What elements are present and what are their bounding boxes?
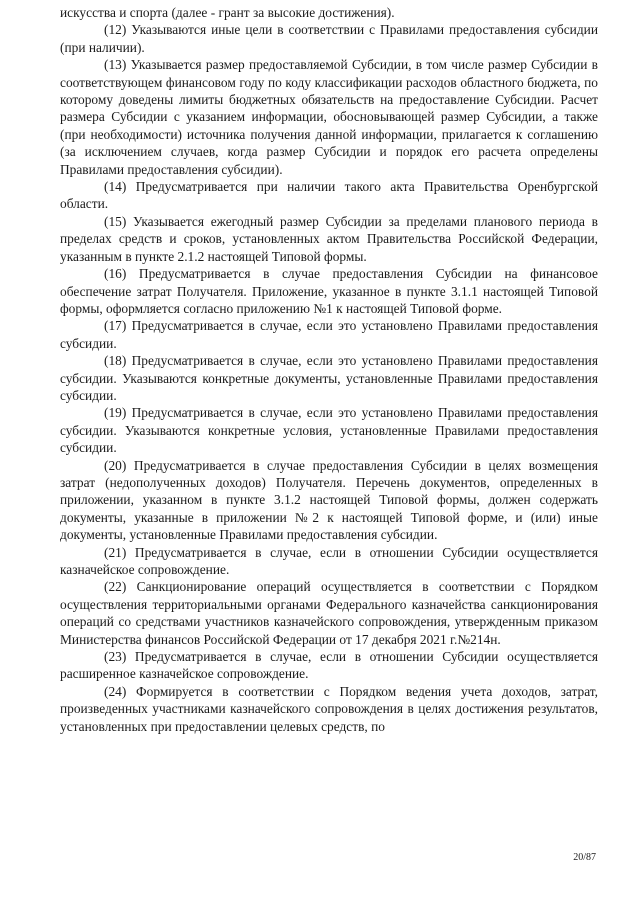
footnote-20: (20) Предусматривается в случае предоставления Субсидии в целях возмещения затрат (недополученных доходов) Получателя. Перечень документов, определенных в приложении, указанном в пункте 3.1.2 настоящей Типовой формы, должен содержать документы, указанные в приложении №2 к настоящей Типовой форме, и (или) иные документы, установленные Правилами предоставления субсидии. bbox=[60, 457, 598, 543]
footnote-12: (12) Указываются иные цели в соответствии с Правилами предоставления субсидии (при наличии). bbox=[60, 22, 598, 55]
footnote-14: (14) Предусматривается при наличии такого акта Правительства Оренбургской области. bbox=[60, 179, 598, 212]
footnote-23: (23) Предусматривается в случае, если в отношении Субсидии осуществляется расширенное казначейское сопровождение. bbox=[60, 649, 598, 682]
footnote-19: (19) Предусматривается в случае, если это установлено Правилами предоставления субсидии. Указываются конкретные условия, установленные Правилами предоставления субсидии. bbox=[60, 405, 598, 456]
footnote-13: (13) Указывается размер предоставляемой Субсидии, в том числе размер Субсидии в соответствующем финансовом году по коду классификации расходов областного бюджета, по которому доведены лимиты бюджетных обязательств на предоставление Субсидии. Расчет размера Субсидии с указанием информации, обосновывающей размер Субсидии, а также (при необходимости) источника получения данной информации, прилагается к соглашению (за исключением случаев, когда размер Субсидии и порядок его расчета определены Правилами предоставления субсидии). bbox=[60, 57, 598, 177]
footnote-24: (24) Формируется в соответствии с Порядком ведения учета доходов, затрат, произведенных участниками казначейского сопровождения в целях достижения результатов, установленных при предоставлении целевых средств, по bbox=[60, 683, 598, 734]
paragraph-continuation: искусства и спорта (далее - грант за высокие достижения). bbox=[60, 5, 395, 20]
footnote-16: (16) Предусматривается в случае предоставления Субсидии на финансовое обеспечение затрат Получателя. Приложение, указанное в пункте 3.1.1 настоящей Типовой формы, оформляется согласно приложению №1 к настоящей Типовой форме. bbox=[60, 266, 598, 316]
footnote-18: (18) Предусматривается в случае, если это установлено Правилами предоставления субсидии. Указываются конкретные документы, установленные Правилами предоставления субсидии. bbox=[60, 353, 598, 403]
footnote-21: (21) Предусматривается в случае, если в отношении Субсидии осуществляется казначейское сопровождение. bbox=[60, 544, 598, 577]
footnote-17: (17) Предусматривается в случае, если это установлено Правилами предоставления субсидии. bbox=[60, 318, 598, 351]
document-body bbox=[60, 4, 598, 735]
footnote-15: (15) Указывается ежегодный размер Субсидии за пределами планового периода в пределах средств и сроков, установленных актом Правительства Российской Федерации, указанным в пункте 2.1.2 настоящей Типовой формы. bbox=[60, 213, 598, 264]
page-number: 20/87 bbox=[573, 852, 596, 863]
footnote-22: (22) Санкционирование операций осуществляется в соответствии с Порядком осуществления территориальными органами Федерального казначейства санкционирования операций со средствами участников казначейского сопровождения, утвержденным приказом Министерства финансов Российской Федерации от 17 декабря 2021 г.№214н. bbox=[60, 579, 598, 647]
